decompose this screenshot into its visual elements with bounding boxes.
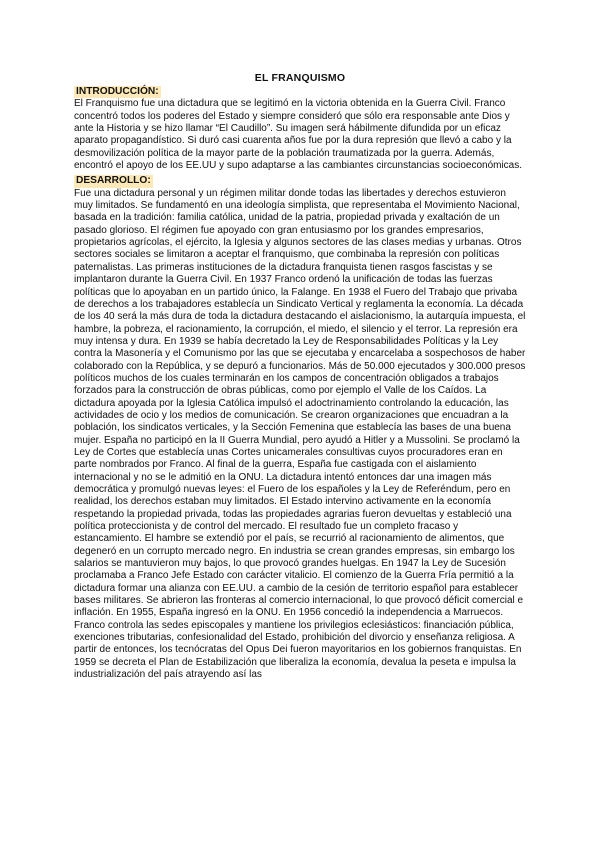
section-desarrollo bbox=[74, 175, 526, 681]
section-heading-introduccion: INTRODUCCIÓN: bbox=[76, 86, 159, 97]
document-body bbox=[74, 86, 526, 684]
section-paragraph-introduccion: El Franquismo fue una dictadura que se legitimó en la victoria obtenida en la Guerra Civil. Franco concentró todos los poderes del Estado y siempre consideró que sólo era responsable ante Dios y ante la Historia y se hizo llamar “El Caudillo”. Su imagen será hábilmente difundida por un eficaz aparato propagandístico. Si duró casi cuarenta años fue por la dura represión que llevó a cabo y la desmovilización política de la mayor parte de la población traumatizada por la guerra. Además, encontró el apoyo de los EE.UU y supo adaptarse a las cambiantes circunstancias socioeconómicas. bbox=[74, 98, 523, 172]
section-paragraph-desarrollo: Fue una dictadura personal y un régimen militar donde todas las libertades y derechos estuvieron muy limitados. Se fundamentó en una ideología simplista, que representaba el Movimiento Nacional, basada en la tradición: familia católica, unidad de la patria, propiedad privada y exaltación de un pasado glorioso. El régimen fue apoyado con gran entusiasmo por los grandes empresarios, propietarios agrícolas, el ejército, la Iglesia y algunos sectores de las clases medias y urbanas. Otros sectores sociales se limitaron a aceptar el franquismo, que combinaba la represión con políticas paternalistas. Las primeras instituciones de la dictadura franquista tienen rasgos fascistas y se implantaron durante la Guerra Civil. En 1937 Franco ordenó la unificación de todas las fuerzas políticas que lo apoyaban en un partido único, la Falange. En 1938 el Fuero del Trabajo que privaba de derechos a los trabajadores establecía un Sindicato Vertical y reglamenta la economía. La década de los 40 será la más dura de toda la dictadura destacando el aislacionismo, la autarquía impuesta, el hambre, la pobreza, el racionamiento, la corrupción, el miedo, el silencio y el terror. La represión era muy intensa y dura. En 1939 se había decretado la Ley de Responsabilidades Políticas y la Ley contra la Masonería y el Comunismo por las que se ejecutaba y encarcelaba a sospechosos de haber colaborado con la República, y se depuró a funcionarios. Más de 50.000 ejecutados y 300.000 presos políticos muchos de los cuales terminarán en los campos de concentración obligados a trabajos forzados para la construcción de obras públicas, como por ejemplo el Valle de los Caídos. La dictadura apoyada por la Iglesia Católica impulsó el adoctrinamiento controlando la educación, las actividades de ocio y los medios de comunicación. Se crearon organizaciones que encuadran a la población, los sindicatos verticales, y la Sección Femenina que establecía las bases de una buena mujer. España no participó en la II Guerra Mundial, pero ayudó a Hitler y a Mussolini. Se proclamó la Ley de Cortes que establecía unas Cortes unicamerales consultivas cuyos procuradores eran en parte nombrados por Franco. Al final de la guerra, España fue castigada con el aislamiento internacional y no se le admitió en la ONU. La dictadura intentó entonces dar una imagen más democrática y promulgó nuevas leyes: el Fuero de los españoles y la Ley de Referéndum, pero en realidad, los derechos estaban muy limitados. El Estado intervino activamente en la economía respetando la propiedad privada, todas las propiedades agrarias fueron devueltas y estableció una política proteccionista y de control del mercado. El resultado fue un completo fracaso y estancamiento. El hambre se extendió por el país, se recurrió al racionamiento de alimentos, que degeneró en un corrupto mercado negro. En industria se crean grandes empresas, sin embargo los salarios se mantuvieron muy bajos, lo que provocó grandes huelgas. En 1947 la Ley de Sucesión proclamaba a Franco Jefe Estado con carácter vitalicio. El comienzo de la Guerra Fría permitió a la dictadura formar una alianza con EE.UU. a cambio de la cesión de territorio español para establecer bases militares. Se abrieron las fronteras al comercio internacional, lo que provocó déficit comercial e inflación. En 1955, España ingresó en la ONU. En 1956 concedió la independencia a Marruecos. Franco controla las sedes episcopales y mantiene los privilegios eclesiásticos: financiación pública, exenciones tributarias, confesionalidad del Estado, prohibición del divorcio y enseñanza religiosa. A partir de entonces, los tecnócratas del Opus Dei fueron mayoritarios en los gobiernos franquistas. En 1959 se decreta el Plan de Estabilización que liberaliza la economía, devalua la peseta e impulsa la industrialización del país atrayendo así las bbox=[74, 187, 526, 681]
document-title: EL FRANQUISMO bbox=[254, 72, 346, 84]
section-heading-desarrollo: DESARROLLO: bbox=[76, 175, 151, 187]
section-introduccion bbox=[74, 86, 526, 172]
